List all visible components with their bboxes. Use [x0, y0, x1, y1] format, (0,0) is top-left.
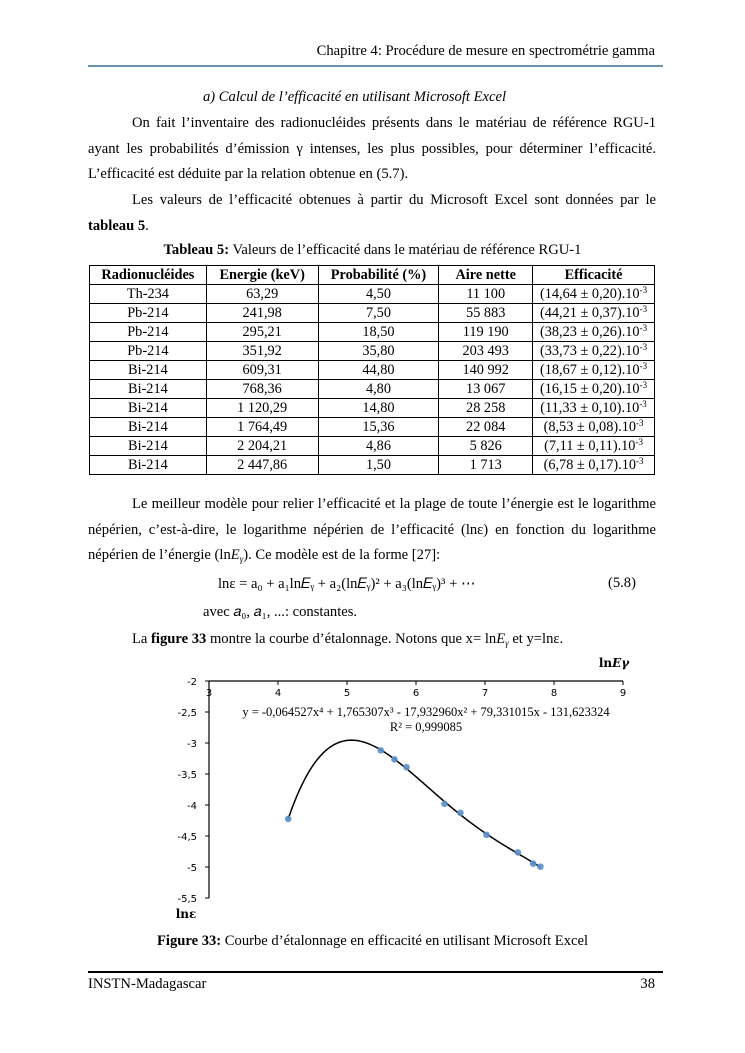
cell-probability: 1,50: [318, 456, 439, 475]
y-tick-label: -5: [187, 863, 197, 874]
cell-area: 140 992: [439, 361, 533, 380]
cell-energy: 1 764,49: [206, 418, 318, 437]
cell-area: 11 100: [439, 285, 533, 304]
cell-nuclide: Th-234: [90, 285, 207, 304]
figure-caption-label: Figure 33:: [156, 933, 222, 949]
x-axis-title: lnEγ: [598, 656, 630, 670]
cell-probability: 15,36: [318, 418, 439, 437]
cell-energy: 351,92: [206, 342, 318, 361]
figure-caption-text: Courbe d’étalonnage en efficacité en utilisant Microsoft Excel: [221, 933, 589, 949]
period: .: [145, 217, 149, 234]
cell-area: 55 883: [439, 304, 533, 323]
efficiency-exponent: -3: [639, 399, 647, 409]
data-points: [285, 747, 544, 870]
efficiency-exponent: -3: [636, 418, 644, 428]
x-tick-label: 9: [619, 688, 627, 699]
cell-nuclide: Bi-214: [90, 437, 207, 456]
table-caption-text: Valeurs de l’efficacité dans le matériau de référence RGU-1: [229, 242, 582, 258]
efficiency-value: (18,67 ± 0,12).10: [540, 362, 640, 378]
cell-nuclide: Bi-214: [90, 380, 207, 399]
data-point: [391, 756, 398, 763]
efficiency-value: (6,78 ± 0,17).10: [543, 457, 636, 473]
column-header: Aire nette: [439, 266, 533, 285]
cell-probability: 7,50: [318, 304, 439, 323]
energy-symbol: E: [496, 631, 506, 647]
efficiency-value: (14,64 ± 0,20).10: [540, 286, 640, 302]
data-point: [483, 831, 490, 838]
footer-rule: [88, 971, 663, 973]
cell-energy: 1 120,29: [206, 399, 318, 418]
equation-5-8: lnε = a₀ + a₁ln𝐸ᵧ + a₂(ln𝐸ᵧ)² + a₃(ln𝐸ᵧ)³ + ⋯: [218, 576, 476, 592]
cell-energy: 609,31: [206, 361, 318, 380]
data-point: [403, 764, 410, 771]
cell-energy: 63,29: [206, 285, 318, 304]
column-header: Energie (keV): [206, 266, 318, 285]
equation-number: (5.8): [608, 575, 636, 591]
cell-area: 203 493: [439, 342, 533, 361]
paragraph-values-text: Les valeurs de l’efficacité obtenues à partir du Microsoft Excel sont données par le: [132, 192, 656, 208]
y-tick-label: -3: [187, 739, 197, 750]
data-point: [285, 816, 292, 823]
x-tick-label: 3: [205, 688, 213, 699]
equation-constants-note: avec 𝑎₀, 𝑎₁, ...: constantes.: [203, 604, 358, 620]
footer-institution: INSTN-Madagascar: [88, 976, 207, 992]
gamma-subscript: γ: [239, 554, 244, 564]
cell-nuclide: Bi-214: [90, 456, 207, 475]
efficiency-exponent: -3: [639, 361, 648, 371]
r-squared-label: R² = 0,999085: [389, 720, 463, 734]
efficiency-exponent: -3: [635, 437, 643, 447]
cell-nuclide: Pb-214: [90, 342, 207, 361]
data-point: [530, 860, 537, 867]
table-reference: tableau 5: [88, 217, 146, 234]
efficiency-exponent: -3: [639, 342, 648, 352]
y-tick-label: -3,5: [177, 770, 197, 781]
y-axis-title: lnε: [175, 907, 197, 921]
cell-area: 5 826: [439, 437, 533, 456]
paragraph-model-text: Le meilleur modèle pour relier l’efficacité et la plage de toute l’énergie est le logarithme népérien, c’est-à-dire, le logarithme népérien de l’efficacité (lnε) en fonction du logarithme népérien de l’énergie (ln: [88, 496, 656, 563]
x-tick-label: 6: [412, 688, 420, 699]
data-point: [457, 810, 464, 817]
figure-reference: figure 33: [151, 631, 207, 647]
figure-intro-text: La: [132, 631, 152, 647]
x-tick-label: 8: [550, 688, 558, 699]
cell-probability: 4,50: [318, 285, 439, 304]
efficiency-value: (38,23 ± 0,26).10: [540, 324, 640, 340]
efficiency-value: (16,15 ± 0,20).10: [540, 381, 640, 397]
page-number: 38: [640, 976, 655, 992]
cell-energy: 2 447,86: [206, 456, 318, 475]
x-tick-label: 4: [274, 688, 282, 699]
efficiency-exponent: -3: [639, 380, 648, 390]
cell-energy: 768,36: [206, 380, 318, 399]
table-caption-label: Tableau 5:: [163, 242, 230, 258]
data-point: [537, 863, 544, 870]
paragraph-inventory-text: On fait l’inventaire des radionucléides présents dans le matériau de référence RGU-1 ayant les probabilités d’émission γ intenses, les plus possibles, pour déterminer l’efficacité. L’efficacité est déduite par la relation obtenue en (5.7).: [88, 115, 656, 182]
cell-nuclide: Bi-214: [90, 418, 207, 437]
cell-energy: 295,21: [206, 323, 318, 342]
cell-area: 1 713: [439, 456, 533, 475]
cell-nuclide: Bi-214: [90, 399, 207, 418]
y-tick-label: -4,5: [177, 832, 197, 843]
cell-probability: 35,80: [318, 342, 439, 361]
efficiency-value: (33,73 ± 0,22).10: [540, 343, 640, 359]
y-tick-label: -2,5: [177, 708, 197, 719]
cell-probability: 4,80: [318, 380, 439, 399]
y-tick-label: -4: [187, 801, 197, 812]
efficiency-exponent: -3: [639, 323, 648, 333]
cell-area: 22 084: [439, 418, 533, 437]
paragraph-model-end: ). Ce modèle est de la forme [27]:: [243, 547, 441, 563]
cell-energy: 2 204,21: [206, 437, 318, 456]
column-header: Efficacité: [533, 266, 655, 285]
cell-probability: 14,80: [318, 399, 439, 418]
cell-area: 119 190: [439, 323, 533, 342]
cell-area: 28 258: [439, 399, 533, 418]
x-tick-label: 7: [481, 688, 489, 699]
cell-nuclide: Pb-214: [90, 323, 207, 342]
efficiency-exponent: -3: [639, 285, 648, 295]
cell-probability: 18,50: [318, 323, 439, 342]
cell-energy: 241,98: [206, 304, 318, 323]
energy-symbol: E: [230, 547, 240, 563]
y-tick-label: -2: [187, 677, 197, 688]
chapter-header: Chapitre 4: Procédure de mesure en spectrométrie gamma: [316, 43, 655, 59]
efficiency-value: (11,33 ± 0,10).10: [540, 400, 640, 416]
subsection-title: a) Calcul de l’efficacité en utilisant Microsoft Excel: [203, 89, 507, 105]
gamma-subscript: γ: [505, 638, 509, 648]
efficiency-value: (7,11 ± 0,11).10: [544, 438, 636, 454]
column-header: Probabilité (%): [318, 266, 439, 285]
efficiency-exponent: -3: [639, 304, 648, 314]
cell-area: 13 067: [439, 380, 533, 399]
data-point: [441, 801, 448, 808]
figure-intro-text: montre la courbe d’étalonnage. Notons que x= ln: [206, 631, 497, 647]
figure-intro-text: et y=lnε.: [508, 631, 564, 647]
x-tick-label: 5: [343, 688, 351, 699]
efficiency-value: (44,21 ± 0,37).10: [540, 305, 640, 321]
data-point: [515, 849, 522, 856]
y-tick-label: -5,5: [177, 894, 197, 905]
efficiency-value: (8,53 ± 0,08).10: [543, 419, 636, 435]
trendline-equation: y = -0,064527x⁴ + 1,765307x³ - 17,932960x² + 79,331015x - 131,623324: [242, 705, 610, 719]
efficiency-exponent: -3: [636, 456, 644, 466]
cell-probability: 44,80: [318, 361, 439, 380]
trendline: [288, 740, 540, 867]
x-axis-title-symbol: Eγ: [612, 656, 630, 670]
figure-caption: [0, 933, 745, 950]
cell-probability: 4,86: [318, 437, 439, 456]
data-point: [377, 747, 384, 754]
cell-nuclide: Bi-214: [90, 361, 207, 380]
cell-nuclide: Pb-214: [90, 304, 207, 323]
column-header: Radionucléides: [90, 266, 207, 285]
